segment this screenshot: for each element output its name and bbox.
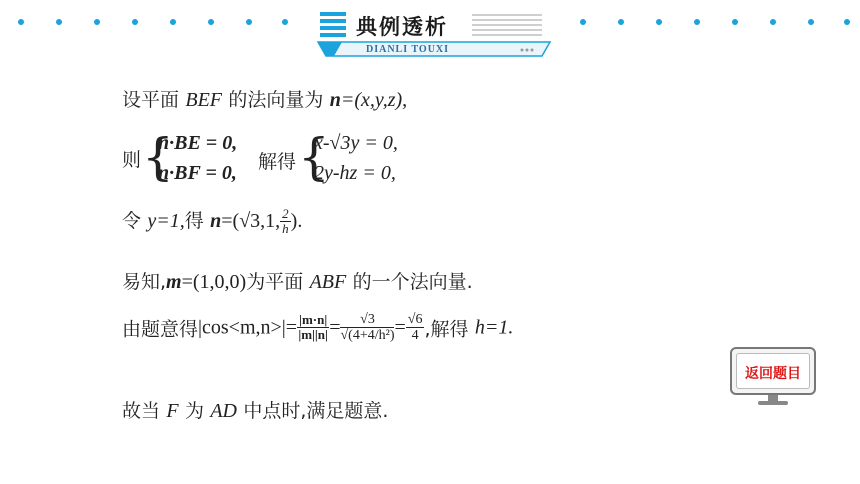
equals-sign: = bbox=[329, 316, 341, 339]
section-header-badge bbox=[312, 6, 552, 58]
return-to-question-button[interactable] bbox=[730, 347, 816, 407]
plane-name: ABF bbox=[309, 271, 347, 293]
system-row-2: n·BF = 0, bbox=[158, 162, 237, 184]
solution-line-4 bbox=[122, 267, 473, 294]
text: 由题意得 bbox=[122, 318, 199, 341]
system-row-4: 2y-hz = 0, bbox=[314, 162, 396, 184]
text: 为平面 bbox=[246, 271, 304, 293]
point-name: F bbox=[166, 400, 179, 422]
vector-n: n bbox=[329, 89, 341, 111]
fraction: $\frac{√6}{4}$ bbox=[407, 312, 423, 344]
right-dot-row bbox=[560, 19, 860, 29]
left-dot-row bbox=[0, 19, 300, 29]
vector-value: =(√3,1, bbox=[221, 210, 281, 232]
vector-value: =(1,0,0) bbox=[181, 271, 247, 293]
fraction: $\frac{√3}{\text{√(4+4/h²)}}$ bbox=[340, 312, 395, 344]
solution-line-5 bbox=[122, 312, 513, 344]
vector-n: n bbox=[210, 210, 222, 232]
monitor-base bbox=[758, 401, 788, 405]
solution-line-1 bbox=[122, 85, 407, 112]
text: 令 bbox=[122, 210, 142, 232]
segment-name: AD bbox=[210, 400, 237, 422]
text: 中点时,满足题意. bbox=[243, 400, 389, 422]
header-subtitle: DIANLI TOUXI bbox=[366, 44, 450, 55]
fraction: $\frac{2}{h}$ bbox=[282, 205, 289, 236]
text: 易知, bbox=[122, 271, 167, 293]
cos-expression: |cos<m,n>|= bbox=[198, 316, 298, 339]
text: 则 bbox=[122, 149, 142, 171]
text: 的法向量为 bbox=[228, 89, 324, 111]
plane-name: BEF bbox=[185, 89, 223, 111]
left-brace: { bbox=[298, 128, 330, 186]
vector-m: m bbox=[166, 271, 182, 293]
system-row-3: x-√3y = 0, bbox=[314, 132, 398, 154]
header-title: 典例透析 bbox=[356, 14, 448, 39]
text: ). bbox=[290, 210, 303, 232]
solution-line-2 bbox=[122, 130, 482, 190]
equals-sign: = bbox=[394, 316, 406, 339]
system-row-1: n·BE = 0, bbox=[158, 132, 238, 154]
text: 为 bbox=[184, 400, 204, 422]
return-button-label: 返回题目 bbox=[745, 366, 801, 382]
y-assign: y=1, bbox=[147, 210, 185, 232]
text: 得 bbox=[184, 210, 204, 232]
text: 的一个法向量. bbox=[352, 271, 473, 293]
monitor-icon bbox=[730, 347, 816, 395]
text: 设平面 bbox=[122, 89, 180, 111]
solution-line-6 bbox=[122, 396, 388, 423]
solution-line-3 bbox=[122, 206, 302, 236]
h-value: h=1. bbox=[474, 316, 514, 339]
text: 故当 bbox=[122, 400, 161, 422]
fraction: $\frac{|m\cdot n|}{|m||n|}$ bbox=[298, 312, 328, 343]
left-brace: { bbox=[142, 128, 174, 186]
vector-coords: =(x,y,z), bbox=[340, 89, 408, 111]
text: ,解得 bbox=[424, 318, 469, 341]
text: 解得 bbox=[258, 151, 297, 173]
